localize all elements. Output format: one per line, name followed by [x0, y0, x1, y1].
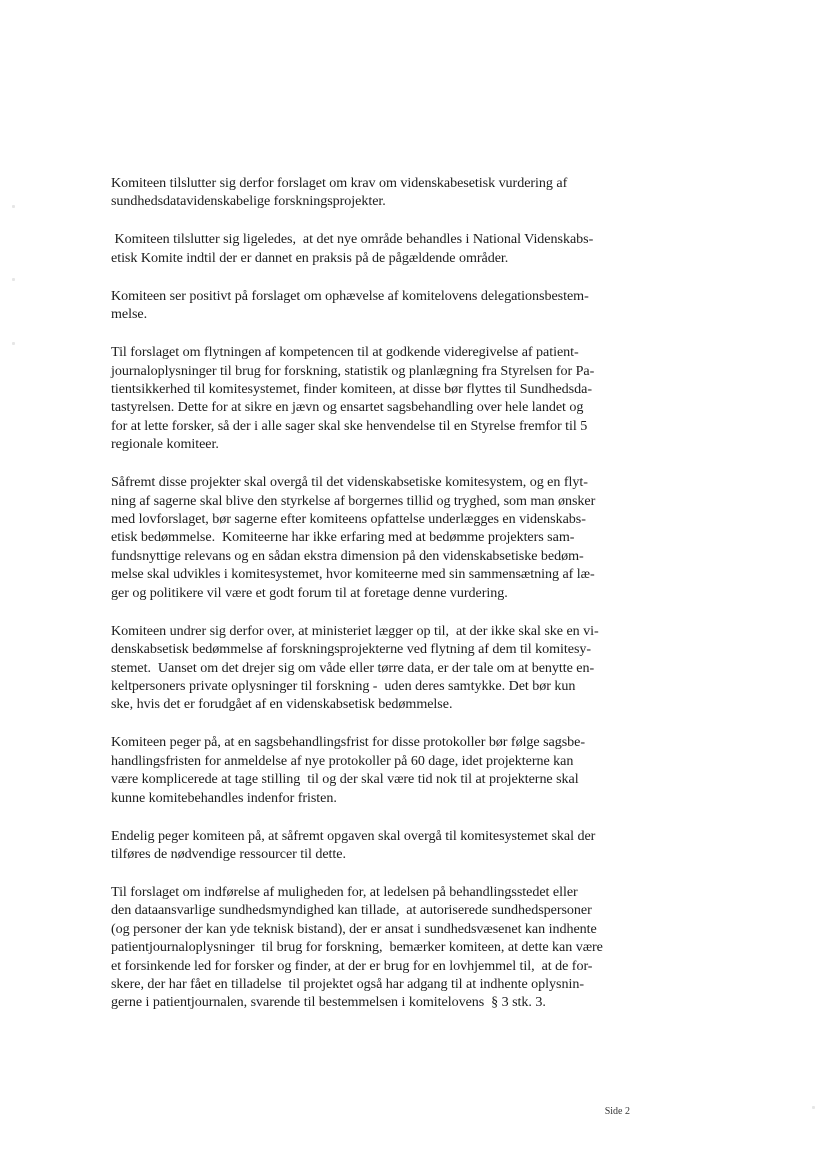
- text-line: etisk bedømmelse. Komiteerne har ikke erfaring med at bedømme projekters sam-: [111, 529, 575, 546]
- paragraph: [111, 230, 623, 267]
- text-line: Komiteen ser positivt på forslaget om ophævelse af komitelovens delegationsbestem-: [111, 287, 589, 304]
- text-line: tilføres de nødvendige ressourcer til dette.: [111, 845, 346, 862]
- text-line: patientjournaloplysninger til brug for forskning, bemærker komiteen, at dette kan være: [111, 939, 603, 956]
- paragraph: [111, 473, 623, 602]
- text-line: stemet. Uanset om det drejer sig om våde eller tørre data, er der tale om at benytte en-: [111, 659, 595, 676]
- paragraph: [111, 287, 623, 324]
- text-line: tastyrelsen. Dette for at sikre en jævn og ensartet sagsbehandling over hele landet og: [111, 399, 584, 416]
- text-line: med lovforslaget, bør sagerne efter komiteens opfattelse underlægges en videnskabs-: [111, 511, 586, 528]
- text-line: Til forslaget om indførelse af muligheden for, at ledelsen på behandlingsstedet eller: [111, 883, 578, 900]
- text-line: melse.: [111, 306, 148, 323]
- text-line: Endelig peger komiteen på, at såfremt opgaven skal overgå til komitesystemet skal der: [111, 827, 596, 844]
- text-line: denskabsetisk bedømmelse af forskningsprojekterne ved flytning af dem til komitesy-: [111, 641, 592, 658]
- text-line: for at lette forsker, så der i alle sager skal ske henvendelse til en Styrelse fremfor til 5: [111, 417, 588, 434]
- text-line: (og personer der kan yde teknisk bistand), der er ansat i sundhedsvæsenet kan indhente: [111, 920, 597, 937]
- text-line: være komplicerede at tage stilling til og der skal være tid nok til at projekterne skal: [111, 771, 579, 788]
- paragraph: [111, 622, 623, 714]
- text-line: ning af sagerne skal blive den styrkelse af borgernes tillid og tryghed, som man ønsker: [111, 492, 596, 509]
- text-line: skere, der har fået en tilladelse til projektet også har adgang til at indhente oplysnin-: [111, 975, 584, 992]
- text-line: fundsnyttige relevans og en sådan ekstra dimension på den videnskabsetiske bedøm-: [111, 547, 584, 564]
- text-line: Såfremt disse projekter skal overgå til det videnskabsetiske komitesystem, og en flyt-: [111, 474, 588, 491]
- text-line: Til forslaget om flytningen af kompetencen til at godkende videregivelse af patient-: [111, 344, 579, 361]
- text-line: etisk Komite indtil der er dannet en praksis på de pågældende områder.: [111, 249, 509, 266]
- paragraph: [111, 343, 623, 453]
- text-line: ske, hvis det er forudgået af en videnskabsetisk bedømmelse.: [111, 696, 453, 713]
- text-line: sundhedsdatavidenskabelige forskningsprojekter.: [111, 193, 386, 210]
- text-line: Komiteen undrer sig derfor over, at ministeriet lægger op til, at der ikke skal ske en vi-: [111, 622, 599, 639]
- body-text: [111, 174, 623, 1031]
- text-line: tientsikkerhed til komitesystemet, finder komiteen, at disse bør flyttes til Sundhedsda-: [111, 381, 592, 398]
- scan-mark: [12, 205, 15, 208]
- text-line: melse skal udvikles i komitesystemet, hvor komiteerne med sin sammensætning af læ-: [111, 566, 595, 583]
- text-line: Komiteen peger på, at en sagsbehandlingsfrist for disse protokoller bør følge sagsbe-: [111, 734, 586, 751]
- text-line: keltpersoners private oplysninger til forskning - uden deres samtykke. Det bør kun: [111, 677, 576, 694]
- scan-mark: [812, 1106, 815, 1109]
- page-number: Side 2: [604, 1106, 630, 1117]
- text-line: ger og politikere vil være et godt forum til at foretage denne vurdering.: [111, 584, 508, 601]
- paragraph: [111, 733, 623, 807]
- paragraph: [111, 174, 623, 211]
- text-line: gerne i patientjournalen, svarende til bestemmelsen i komitelovens § 3 stk. 3.: [111, 994, 546, 1011]
- text-line: den dataansvarlige sundhedsmyndighed kan tillade, at autoriserede sundhedspersoner: [111, 902, 592, 919]
- scan-mark: [12, 278, 15, 281]
- paragraph: [111, 827, 623, 864]
- text-line: et forsinkende led for forsker og finder, at der er brug for en lovhjemmel til, at de for-: [111, 957, 593, 974]
- text-line: Komiteen tilslutter sig ligeledes, at det nye område behandles i National Videnskabs-: [111, 231, 594, 248]
- paragraph: [111, 883, 623, 1012]
- text-line: journaloplysninger til brug for forskning, statistik og planlægning fra Styrelsen for Pa-: [111, 362, 595, 379]
- text-line: kunne komitebehandles indenfor fristen.: [111, 789, 337, 806]
- text-line: regionale komiteer.: [111, 436, 219, 453]
- text-line: handlingsfristen for anmeldelse af nye protokoller på 60 dage, idet projekterne kan: [111, 752, 574, 769]
- text-line: Komiteen tilslutter sig derfor forslaget om krav om videnskabesetisk vurdering af: [111, 175, 568, 191]
- scan-mark: [12, 342, 15, 345]
